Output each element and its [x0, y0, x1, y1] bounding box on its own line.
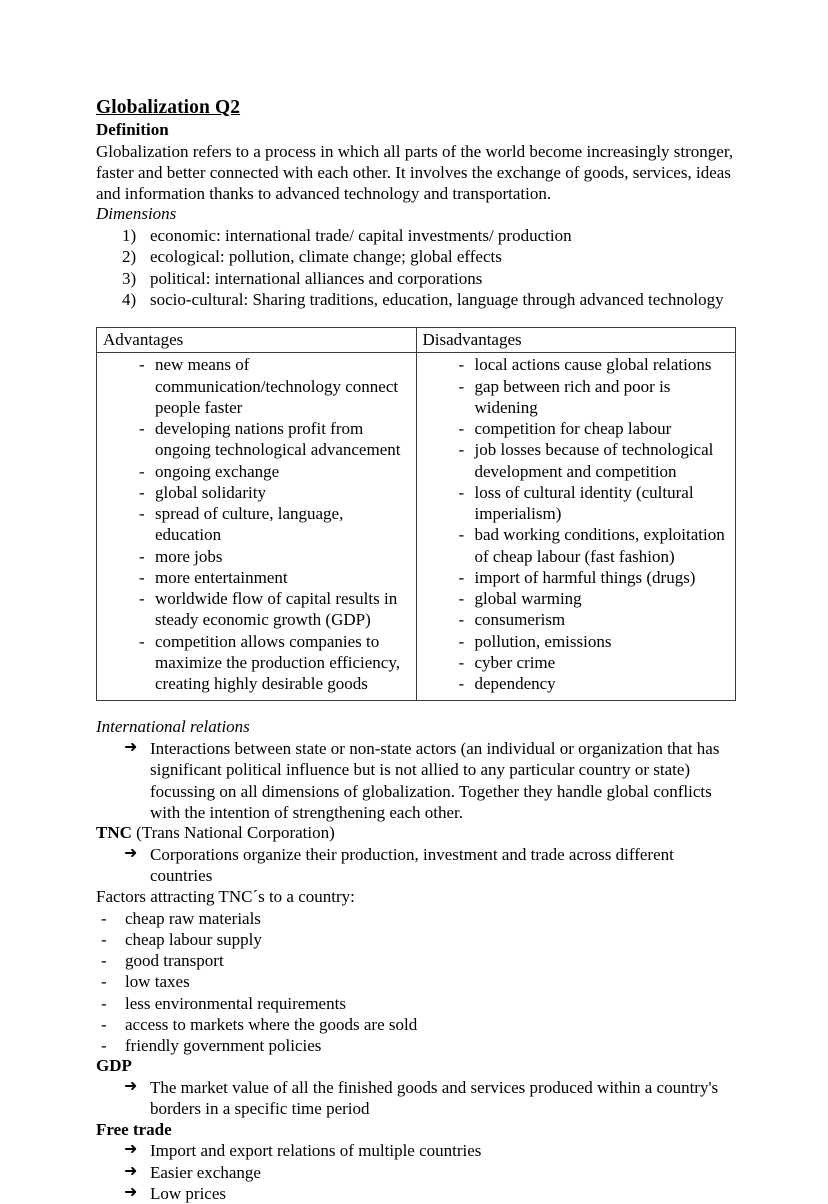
list-item: [417, 418, 732, 439]
definition-paragraph: Globalization refers to a process in which all parts of the world become increasingly stronger, faster and better connected with each other. It involves the exchange of goods, services, ideas and information thanks to advanced technology and transportation.: [96, 141, 734, 204]
arrow-right-icon: ➜: [124, 1160, 138, 1180]
dash-marker: -: [458, 674, 465, 694]
dash-marker: -: [458, 440, 465, 460]
column-header-disadvantages: Disadvantages: [416, 328, 736, 353]
list-item-text: pollution, emissions: [474, 631, 612, 651]
dash-marker: -: [101, 929, 107, 949]
dash-marker: -: [139, 482, 145, 502]
list-item-text: Corporations organize their production, investment and trade across different countries: [150, 844, 674, 886]
list-item: [97, 503, 412, 546]
table-header-row: [97, 328, 736, 353]
arrow-right-icon: ➜: [124, 1181, 138, 1201]
table-row: [97, 353, 736, 701]
list-item-text: job losses because of technological development and competition: [474, 440, 714, 481]
dash-marker: -: [458, 525, 465, 545]
list-marker: 1): [122, 226, 137, 246]
tnc-abbrev: TNC: [96, 823, 132, 843]
list-item: [96, 1077, 736, 1120]
list-item: [417, 673, 732, 694]
list-item: [96, 971, 736, 992]
dash-marker: -: [139, 631, 145, 651]
document-content: [96, 96, 736, 1204]
dash-marker: -: [101, 993, 107, 1013]
definition-heading: Definition: [96, 120, 169, 139]
list-item-text: competition for cheap labour: [474, 419, 672, 439]
page-title: Globalization Q2: [96, 97, 241, 118]
list-item-text: Low prices: [150, 1183, 227, 1203]
arrow-right-icon: ➜: [124, 1076, 138, 1096]
list-item-text: economic: international trade/ capital investments/ production: [150, 226, 572, 246]
list-item-text: ecological: pollution, climate change; global effects: [150, 247, 502, 267]
tnc-expansion: (Trans National Corporation): [131, 823, 335, 843]
gdp-heading: GDP: [96, 1056, 132, 1076]
dash-marker: -: [458, 652, 465, 672]
dash-marker: -: [101, 1014, 107, 1034]
list-item: [96, 1183, 736, 1204]
list-item: [97, 567, 412, 588]
advantages-disadvantages-table: [96, 327, 736, 701]
list-item: [417, 482, 732, 525]
list-item: [417, 524, 732, 567]
list-marker: 3): [122, 268, 137, 288]
dash-marker: -: [139, 589, 145, 609]
tnc-factors-list: [96, 908, 736, 1057]
international-relations-heading: International relations: [96, 717, 250, 737]
list-item: [96, 268, 736, 289]
dash-marker: -: [458, 355, 465, 375]
list-item: [96, 993, 736, 1014]
list-item-text: developing nations profit from ongoing technological advancement: [155, 419, 401, 460]
list-marker: 4): [122, 289, 137, 309]
list-item: [417, 439, 732, 482]
list-item-text: consumerism: [474, 610, 566, 630]
list-item: [96, 1162, 736, 1183]
list-item: [417, 652, 732, 673]
spacer: [96, 701, 736, 717]
list-item-text: more jobs: [155, 546, 223, 566]
list-item: [96, 738, 736, 823]
dimensions-heading: Dimensions: [96, 204, 177, 224]
gdp-points-list: [96, 1077, 736, 1120]
disadvantages-list: [417, 353, 736, 700]
list-item-text: low taxes: [125, 972, 190, 992]
list-item: [96, 950, 736, 971]
list-item-text: spread of culture, language, education: [155, 504, 344, 545]
list-item-text: less environmental requirements: [125, 993, 346, 1013]
dash-marker: -: [458, 419, 465, 439]
arrow-right-icon: ➜: [124, 1139, 138, 1159]
dash-marker: -: [139, 355, 145, 375]
list-item-text: local actions cause global relations: [474, 355, 712, 375]
dash-marker: -: [101, 908, 107, 928]
list-item: [97, 418, 412, 461]
advantages-cell: [97, 353, 417, 701]
list-item: [97, 631, 412, 695]
list-item-text: cheap raw materials: [125, 908, 261, 928]
list-item: [96, 1014, 736, 1035]
tnc-points-list: [96, 844, 736, 887]
list-item-text: dependency: [474, 674, 556, 694]
list-item: [96, 289, 736, 310]
list-item-text: worldwide flow of capital results in steady economic growth (GDP): [155, 589, 398, 630]
list-item-text: ongoing exchange: [155, 461, 280, 481]
list-item: [417, 354, 732, 375]
dimensions-list: [96, 225, 736, 310]
list-item: [97, 482, 412, 503]
dash-marker: -: [458, 589, 465, 609]
list-item-text: political: international alliances and corporations: [150, 268, 483, 288]
list-marker: 2): [122, 247, 137, 267]
list-item: [96, 225, 736, 246]
dash-marker: -: [101, 951, 107, 971]
list-item-text: import of harmful things (drugs): [474, 567, 696, 587]
dash-marker: -: [139, 567, 145, 587]
arrow-right-icon: ➜: [124, 842, 138, 862]
list-item-text: friendly government policies: [125, 1036, 322, 1056]
list-item-text: The market value of all the finished goods and services produced within a country's borders in a specific time period: [150, 1078, 719, 1119]
list-item-text: Interactions between state or non-state actors (an individual or organization that has significant political influence but is not allied to any particular country or state) focussing on all dimensions of globalization. Together they handle global conflicts with the intention of strengthening each other.: [150, 739, 720, 822]
dash-marker: -: [139, 419, 145, 439]
list-item-text: good transport: [125, 951, 224, 971]
dash-marker: -: [458, 376, 465, 396]
list-item: [96, 1140, 736, 1161]
dash-marker: -: [458, 610, 465, 630]
dash-marker: -: [139, 504, 145, 524]
column-header-advantages: Advantages: [97, 328, 417, 353]
list-item: [97, 461, 412, 482]
list-item-text: competition allows companies to maximize the production efficiency, creating highly desirable goods: [155, 631, 400, 694]
list-item: [96, 908, 736, 929]
free-trade-heading: Free trade: [96, 1119, 172, 1139]
international-relations-list: [96, 738, 736, 823]
dash-marker: -: [101, 1036, 107, 1056]
tnc-factors-heading: Factors attracting TNC´s to a country:: [96, 887, 355, 907]
dash-marker: -: [139, 546, 145, 566]
list-item: [97, 354, 412, 418]
list-item: [96, 246, 736, 267]
list-item: [97, 546, 412, 567]
list-item-text: gap between rich and poor is widening: [474, 376, 671, 417]
dash-marker: -: [458, 631, 465, 651]
tnc-heading: [96, 823, 736, 844]
list-item: [417, 609, 732, 630]
list-item: [96, 929, 736, 950]
list-item-text: Import and export relations of multiple countries: [150, 1141, 482, 1161]
list-item-text: access to markets where the goods are sold: [125, 1014, 418, 1034]
disadvantages-cell: [416, 353, 736, 701]
free-trade-points-list: [96, 1140, 736, 1204]
dash-marker: -: [458, 482, 465, 502]
list-item-text: loss of cultural identity (cultural imperialism): [474, 482, 694, 524]
list-item-text: socio-cultural: Sharing traditions, education, language through advanced technology: [150, 289, 724, 309]
list-item: [417, 631, 732, 652]
list-item-text: global warming: [474, 589, 582, 609]
list-item: [96, 1035, 736, 1056]
dash-marker: -: [458, 567, 465, 587]
list-item-text: bad working conditions, exploitation of cheap labour (fast fashion): [474, 525, 725, 566]
list-item-text: Easier exchange: [150, 1162, 261, 1182]
list-item-text: more entertainment: [155, 567, 288, 587]
list-item: [417, 567, 732, 588]
list-item-text: global solidarity: [155, 482, 266, 502]
list-item-text: cyber crime: [474, 652, 556, 672]
list-item: [417, 588, 732, 609]
arrow-right-icon: ➜: [124, 737, 138, 757]
advantages-list: [97, 353, 416, 700]
list-item: [417, 376, 732, 419]
list-item-text: new means of communication/technology connect people faster: [155, 355, 399, 417]
dash-marker: -: [101, 972, 107, 992]
list-item: [97, 588, 412, 631]
dash-marker: -: [139, 461, 145, 481]
list-item-text: cheap labour supply: [125, 929, 262, 949]
list-item: [96, 844, 736, 887]
